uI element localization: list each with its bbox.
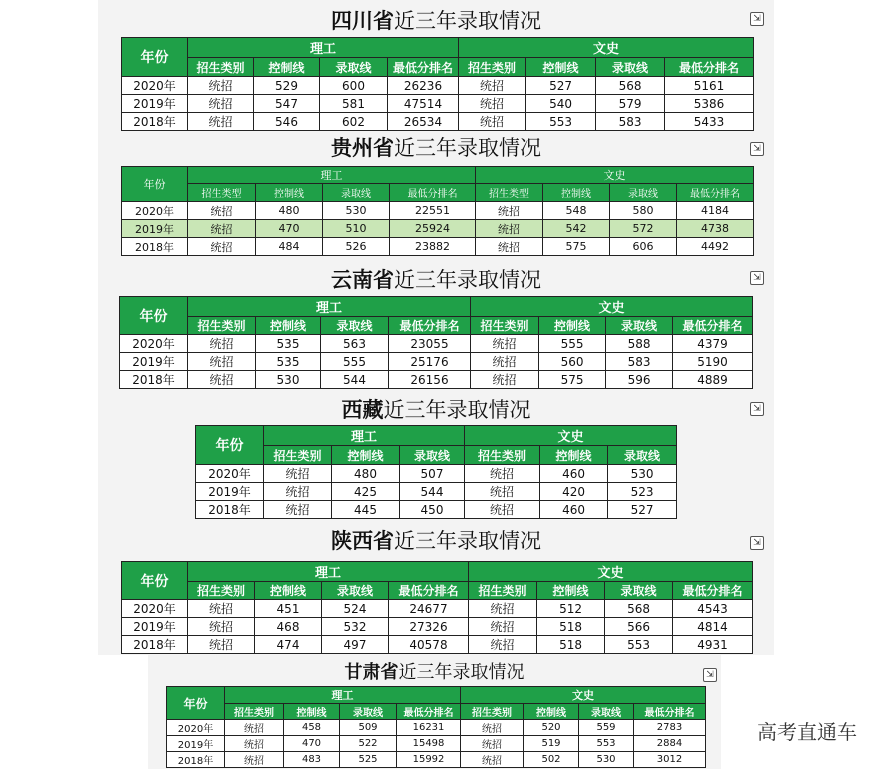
cell: 526 (323, 238, 390, 256)
cell: 2020年 (122, 202, 188, 220)
cell: 468 (255, 618, 322, 636)
column-header: 控制线 (537, 582, 605, 600)
cell: 统招 (476, 238, 543, 256)
cell: 568 (596, 77, 665, 95)
column-header: 录取线 (340, 704, 397, 720)
column-header: 控制线 (526, 58, 596, 77)
cell: 510 (323, 220, 390, 238)
column-header: 录取线 (321, 317, 389, 335)
year-header: 年份 (122, 38, 188, 77)
cell: 588 (606, 335, 673, 353)
section-title: 四川省近三年录取情况 (331, 9, 541, 33)
cell: 4814 (673, 618, 753, 636)
arts-header: 文史 (471, 297, 753, 317)
section-title: 贵州省近三年录取情况 (331, 136, 541, 160)
cell: 542 (543, 220, 610, 238)
admission-table (121, 37, 754, 131)
cell: 532 (322, 618, 389, 636)
cell: 548 (543, 202, 610, 220)
column-header: 最低分排名 (677, 184, 754, 202)
column-header: 最低分排名 (389, 317, 471, 335)
column-header: 招生类型 (188, 184, 256, 202)
section-title: 云南省近三年录取情况 (331, 268, 541, 292)
cell: 统招 (188, 618, 255, 636)
cell: 497 (322, 636, 389, 654)
admission-table (121, 166, 754, 256)
cell: 5386 (665, 95, 754, 113)
column-header: 控制线 (255, 582, 322, 600)
cell: 统招 (461, 752, 524, 768)
cell: 2020年 (196, 465, 264, 483)
cell: 519 (524, 736, 579, 752)
cell: 23055 (389, 335, 471, 353)
table-row (196, 501, 677, 519)
column-header: 控制线 (539, 317, 606, 335)
section-title: 西藏近三年录取情况 (341, 398, 531, 422)
cell: 23882 (390, 238, 476, 256)
cell: 572 (610, 220, 677, 238)
cell: 559 (579, 720, 634, 736)
cell: 460 (540, 501, 608, 519)
column-header: 录取线 (596, 58, 665, 77)
cell: 529 (254, 77, 320, 95)
column-header: 招生类别 (471, 317, 539, 335)
arts-header: 文史 (469, 562, 753, 582)
cell: 575 (539, 371, 606, 389)
admission-table (195, 425, 677, 519)
cell: 512 (537, 600, 605, 618)
cell: 4543 (673, 600, 753, 618)
cell: 581 (320, 95, 388, 113)
admission-table (121, 561, 753, 654)
cell: 2884 (634, 736, 706, 752)
cell: 2020年 (167, 720, 225, 736)
cell: 524 (322, 600, 389, 618)
column-header: 录取线 (400, 446, 465, 465)
expand-icon[interactable]: ⇲ (750, 536, 764, 550)
column-header: 招生类型 (476, 184, 543, 202)
table-row (167, 720, 706, 736)
arts-header: 文史 (461, 687, 706, 704)
cell: 2019年 (120, 353, 188, 371)
cell: 统招 (188, 202, 256, 220)
cell: 470 (256, 220, 323, 238)
year-header: 年份 (122, 562, 188, 600)
cell: 553 (579, 736, 634, 752)
cell: 统招 (188, 95, 254, 113)
cell: 527 (608, 501, 677, 519)
column-header: 控制线 (256, 317, 321, 335)
arts-header: 文史 (476, 167, 754, 184)
science-header: 理工 (188, 167, 476, 184)
column-header: 录取线 (610, 184, 677, 202)
cell: 4738 (677, 220, 754, 238)
cell: 530 (608, 465, 677, 483)
column-header: 招生类别 (459, 58, 526, 77)
cell: 统招 (188, 335, 256, 353)
cell: 555 (321, 353, 389, 371)
cell: 523 (608, 483, 677, 501)
cell: 580 (610, 202, 677, 220)
cell: 425 (332, 483, 400, 501)
year-header: 年份 (167, 687, 225, 720)
cell: 统招 (471, 335, 539, 353)
cell: 16231 (397, 720, 461, 736)
arts-header: 文史 (465, 426, 677, 446)
column-header: 录取线 (320, 58, 388, 77)
column-header: 招生类别 (225, 704, 284, 720)
column-header: 录取线 (322, 582, 389, 600)
cell: 544 (400, 483, 465, 501)
science-header: 理工 (188, 297, 471, 317)
cell: 535 (256, 353, 321, 371)
cell: 445 (332, 501, 400, 519)
column-header: 控制线 (524, 704, 579, 720)
cell: 600 (320, 77, 388, 95)
cell: 统招 (465, 501, 540, 519)
column-header: 控制线 (256, 184, 323, 202)
cell: 25176 (389, 353, 471, 371)
table-row (196, 465, 677, 483)
cell: 24677 (389, 600, 469, 618)
year-header: 年份 (122, 167, 188, 202)
cell: 统招 (461, 720, 524, 736)
cell: 525 (340, 752, 397, 768)
cell: 509 (340, 720, 397, 736)
table-row (122, 202, 754, 220)
cell: 560 (539, 353, 606, 371)
column-header: 控制线 (254, 58, 320, 77)
cell: 2020年 (122, 600, 188, 618)
cell: 统招 (188, 600, 255, 618)
cell: 26534 (388, 113, 459, 131)
column-header: 招生类别 (264, 446, 332, 465)
table-row (167, 736, 706, 752)
cell: 统招 (225, 720, 284, 736)
column-header: 控制线 (540, 446, 608, 465)
cell: 527 (526, 77, 596, 95)
cell: 507 (400, 465, 465, 483)
cell: 583 (596, 113, 665, 131)
cell: 520 (524, 720, 579, 736)
cell: 2020年 (122, 77, 188, 95)
table-row (120, 353, 753, 371)
cell: 统招 (188, 636, 255, 654)
cell: 535 (256, 335, 321, 353)
column-header: 招生类别 (465, 446, 540, 465)
cell: 2020年 (120, 335, 188, 353)
cell: 530 (256, 371, 321, 389)
cell: 540 (526, 95, 596, 113)
cell: 2018年 (120, 371, 188, 389)
cell: 4184 (677, 202, 754, 220)
column-header: 录取线 (323, 184, 390, 202)
cell: 22551 (390, 202, 476, 220)
cell: 579 (596, 95, 665, 113)
cell: 563 (321, 335, 389, 353)
cell: 统招 (469, 618, 537, 636)
table-row (167, 752, 706, 768)
cell: 统招 (188, 371, 256, 389)
column-header: 录取线 (606, 317, 673, 335)
cell: 统招 (225, 752, 284, 768)
cell: 统招 (264, 501, 332, 519)
cell: 2019年 (122, 95, 188, 113)
cell: 2018年 (122, 113, 188, 131)
admission-table (166, 686, 706, 768)
table-row (120, 335, 753, 353)
cell: 47514 (388, 95, 459, 113)
arts-header: 文史 (459, 38, 754, 58)
section-title: 甘肃省近三年录取情况 (344, 662, 525, 683)
cell: 2018年 (122, 636, 188, 654)
cell: 518 (537, 636, 605, 654)
year-header: 年份 (120, 297, 188, 335)
expand-icon[interactable]: ⇲ (750, 402, 764, 416)
cell: 502 (524, 752, 579, 768)
cell: 566 (605, 618, 673, 636)
cell: 4492 (677, 238, 754, 256)
cell: 统招 (264, 465, 332, 483)
cell: 470 (284, 736, 340, 752)
cell: 统招 (471, 371, 539, 389)
cell: 5190 (673, 353, 753, 371)
cell: 26156 (389, 371, 471, 389)
column-header: 录取线 (579, 704, 634, 720)
column-header: 最低分排名 (665, 58, 754, 77)
science-header: 理工 (188, 38, 459, 58)
column-header: 控制线 (543, 184, 610, 202)
column-header: 招生类别 (188, 582, 255, 600)
cell: 统招 (459, 113, 526, 131)
cell: 2783 (634, 720, 706, 736)
cell: 547 (254, 95, 320, 113)
cell: 2019年 (196, 483, 264, 501)
section-title: 陕西省近三年录取情况 (331, 529, 541, 553)
cell: 4931 (673, 636, 753, 654)
cell: 596 (606, 371, 673, 389)
cell: 4889 (673, 371, 753, 389)
cell: 15498 (397, 736, 461, 752)
cell: 2018年 (167, 752, 225, 768)
column-header: 录取线 (605, 582, 673, 600)
cell: 26236 (388, 77, 459, 95)
cell: 553 (526, 113, 596, 131)
table-row (122, 600, 753, 618)
cell: 统招 (264, 483, 332, 501)
table-row (196, 483, 677, 501)
cell: 2019年 (122, 618, 188, 636)
cell: 5161 (665, 77, 754, 95)
column-header: 最低分排名 (673, 317, 753, 335)
table-row (122, 220, 754, 238)
table-row (122, 113, 754, 131)
cell: 474 (255, 636, 322, 654)
cell: 518 (537, 618, 605, 636)
watermark: 高考直通车 (757, 720, 857, 744)
cell: 460 (540, 465, 608, 483)
table-row (122, 618, 753, 636)
cell: 606 (610, 238, 677, 256)
cell: 450 (400, 501, 465, 519)
cell: 420 (540, 483, 608, 501)
cell: 484 (256, 238, 323, 256)
cell: 统招 (459, 95, 526, 113)
column-header: 最低分排名 (389, 582, 469, 600)
cell: 2019年 (122, 220, 188, 238)
cell: 530 (579, 752, 634, 768)
cell: 583 (606, 353, 673, 371)
expand-icon[interactable]: ⇲ (750, 12, 764, 26)
cell: 统招 (188, 353, 256, 371)
table-row (122, 238, 754, 256)
cell: 602 (320, 113, 388, 131)
cell: 统招 (469, 636, 537, 654)
cell: 40578 (389, 636, 469, 654)
column-header: 最低分排名 (390, 184, 476, 202)
cell: 458 (284, 720, 340, 736)
expand-icon[interactable]: ⇲ (750, 271, 764, 285)
science-header: 理工 (225, 687, 461, 704)
cell: 统招 (471, 353, 539, 371)
cell: 统招 (469, 600, 537, 618)
year-header: 年份 (196, 426, 264, 465)
cell: 480 (256, 202, 323, 220)
table-row (120, 371, 753, 389)
column-header: 最低分排名 (634, 704, 706, 720)
cell: 553 (605, 636, 673, 654)
cell: 451 (255, 600, 322, 618)
cell: 568 (605, 600, 673, 618)
cell: 3012 (634, 752, 706, 768)
cell: 统招 (476, 202, 543, 220)
expand-icon[interactable]: ⇲ (703, 668, 717, 682)
cell: 统招 (476, 220, 543, 238)
cell: 统招 (465, 465, 540, 483)
cell: 统招 (225, 736, 284, 752)
cell: 统招 (188, 113, 254, 131)
cell: 统招 (188, 77, 254, 95)
cell: 5433 (665, 113, 754, 131)
column-header: 最低分排名 (388, 58, 459, 77)
cell: 483 (284, 752, 340, 768)
column-header: 招生类别 (188, 58, 254, 77)
cell: 575 (543, 238, 610, 256)
cell: 统招 (188, 220, 256, 238)
cell: 530 (323, 202, 390, 220)
science-header: 理工 (264, 426, 465, 446)
cell: 27326 (389, 618, 469, 636)
column-header: 招生类别 (461, 704, 524, 720)
cell: 统招 (461, 736, 524, 752)
cell: 统招 (188, 238, 256, 256)
column-header: 招生类别 (469, 582, 537, 600)
cell: 统招 (465, 483, 540, 501)
admission-table (119, 296, 753, 389)
cell: 2019年 (167, 736, 225, 752)
cell: 544 (321, 371, 389, 389)
cell: 4379 (673, 335, 753, 353)
cell: 2018年 (196, 501, 264, 519)
column-header: 录取线 (608, 446, 677, 465)
expand-icon[interactable]: ⇲ (750, 142, 764, 156)
column-header: 招生类别 (188, 317, 256, 335)
cell: 统招 (459, 77, 526, 95)
cell: 2018年 (122, 238, 188, 256)
table-row (122, 95, 754, 113)
table-row (122, 636, 753, 654)
cell: 546 (254, 113, 320, 131)
column-header: 最低分排名 (397, 704, 461, 720)
cell: 555 (539, 335, 606, 353)
column-header: 控制线 (284, 704, 340, 720)
cell: 480 (332, 465, 400, 483)
cell: 25924 (390, 220, 476, 238)
column-header: 控制线 (332, 446, 400, 465)
cell: 522 (340, 736, 397, 752)
cell: 15992 (397, 752, 461, 768)
table-row (122, 77, 754, 95)
science-header: 理工 (188, 562, 469, 582)
column-header: 最低分排名 (673, 582, 753, 600)
